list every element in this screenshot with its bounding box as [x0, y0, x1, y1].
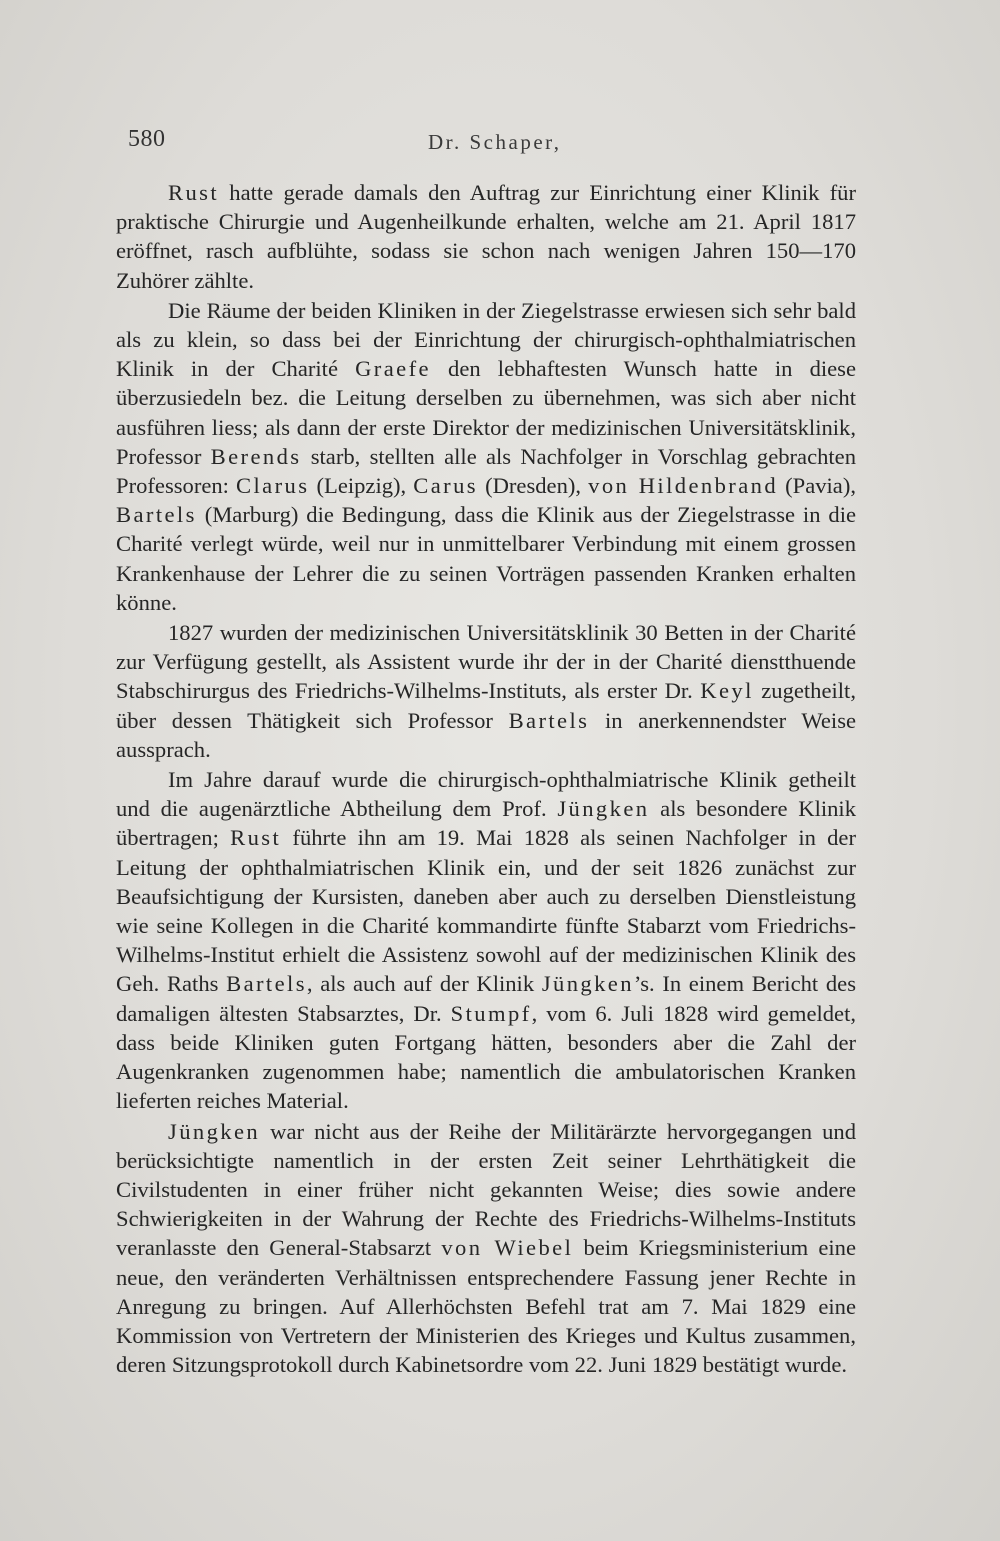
name-graefe: Graefe: [355, 356, 431, 382]
text-run: (Marburg) die Bedingung, dass die Klinik aus der Ziegelstrasse in die Charité verlegt würde, weil nur in unmittelbarer Verbindung mit einem grossen Krankenhause der Lehrer die zu seinen Vorträgen passenden Kranken erhalten könne.: [116, 502, 856, 615]
text-run: (Leipzig),: [309, 473, 414, 499]
paragraph-1: [116, 178, 856, 295]
text-run: den lebhaftesten Wunsch hatte in diese überzusiedeln bez. die Leitung derselben zu übernehmen, was sich aber nicht ausführen liess; als dann der erste Direktor der medizinischen Universitätsklinik, Professor: [116, 356, 856, 469]
name-carus: Carus: [413, 473, 478, 499]
running-head: Dr. Schaper,: [428, 130, 562, 154]
page-header: [128, 126, 850, 166]
text-run: war nicht aus der Reihe der Militärärzte hervorgegangen und berücksichtigte namentlich in der ersten Zeit seiner Lehrthätigkeit die Civilstudenten in einer früher nicht gekannten Weise; dies sowie andere Schwierigkeiten in der Wahrung der Rechte des Friedrichs-Wilhelms-Instituts veranlasste den General-Stabsarzt: [116, 1118, 856, 1261]
text-run: ’s. In einem Bericht des damaligen ältesten Stabsarztes, Dr.: [116, 971, 856, 1026]
text-run: (Pavia),: [778, 473, 856, 499]
paragraph-5: [116, 1117, 856, 1380]
text-run: , als auch auf der Klinik: [306, 971, 542, 997]
text-run: beim Kriegsministerium eine neue, den veränderten Verhältnissen entsprechendere Fassung jener Rechte in Anregung zu bringen. Auf Allerhöchsten Befehl trat am 7. Mai 1829 eine Kommission von Vertretern der Ministerien des Krieges und Kultus zusammen, deren Sitzungsprotokoll durch Kabinetsordre vom 22. Juni 1829 bestätigt wurde.: [116, 1235, 856, 1378]
paragraph-2: [116, 296, 856, 617]
name-stumpf: Stumpf: [450, 1000, 532, 1026]
name-keyl: Keyl: [700, 678, 754, 704]
page-number: 580: [128, 126, 166, 152]
name-rust: Rust: [230, 825, 282, 851]
name-juengken: Jüngken: [541, 971, 634, 997]
text-run: führte ihn am 19. Mai 1828 als seinen Nachfolger in der Leitung der ophthalmiatrischen Klinik ein, und der seit 1826 zunächst zur Beaufsichtigung der Kursisten, daneben aber auch zu derselben Dienstleistung wie seine Kollegen in die Charité kommandirte fünfte Stabarzt vom Friedrichs-Wilhelms-Institut erhielt die Assistenz sowohl auf der medizinischen Klinik des Geh. Raths: [116, 825, 856, 997]
name-juengken: Jüngken: [168, 1118, 261, 1144]
name-juengken: Jüngken: [557, 796, 650, 822]
name-clarus: Clarus: [236, 473, 310, 499]
text-run: Im Jahre darauf wurde die chirurgisch-ophthalmiatrische Klinik getheilt und die augenärztliche Abtheilung dem Prof.: [116, 767, 856, 822]
text-run: in anerkennendster Weise aussprach.: [116, 707, 857, 762]
name-bartels: Bartels: [508, 707, 590, 733]
name-hildenbrand: von Hildenbrand: [588, 473, 779, 499]
text-run: , vom 6. Juli 1828 wird gemeldet, dass beide Kliniken guten Fortgang hätten, besonders aber die Zahl der Augenkranken zugenommen habe; namentlich die ambulatorischen Kranken lieferten reiches Material.: [116, 1000, 856, 1114]
body-text: [116, 178, 856, 1379]
name-rust: Rust: [168, 180, 220, 205]
text-run: hatte gerade damals den Auftrag zur Einrichtung einer Klinik für praktische Chirurgie und Augenheilkunde erhalten, welche am 21. April 1817 eröffnet, rasch aufblühte, sodass sie schon nach wenigen Jahren 150—170 Zuhörer zählte.: [116, 180, 856, 293]
name-bartels: Bartels: [116, 502, 197, 528]
text-run: 1827 wurden der medizinischen Universitätsklinik 30 Betten in der Charité zur Verfügung gestellt, als Assistent wurde ihr der in der Charité dienstthuende Stabschirurgus des Friedrichs-Wilhelms-Instituts, als erster Dr.: [116, 620, 856, 704]
name-wiebel: von Wiebel: [441, 1235, 574, 1261]
text-run: starb, stellten alle als Nachfolger in Vorschlag gebrachten Professoren:: [116, 443, 857, 499]
name-berends: Berends: [210, 443, 302, 469]
name-bartels: Bartels: [226, 971, 307, 997]
text-run: (Dresden),: [478, 473, 589, 499]
paragraph-3: [116, 618, 856, 764]
paragraph-4: [116, 765, 856, 1115]
text-run: Die Räume der beiden Kliniken in der Ziegelstrasse erwiesen sich sehr bald als zu klein, so dass bei der Einrichtung der chirurgisch-ophthalmiatrischen Klinik in der Charité: [116, 297, 856, 382]
text-run: zugetheilt, über dessen Thätigkeit sich Professor: [116, 678, 856, 733]
text-run: als besondere Klinik übertragen;: [116, 796, 857, 851]
